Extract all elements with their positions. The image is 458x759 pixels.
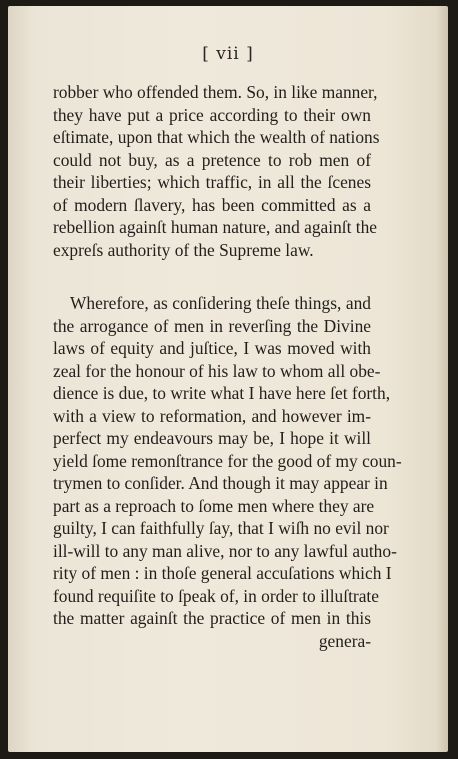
text-line: expreſs authority of the Supreme law. [53, 239, 314, 260]
text-line: their liberties; which traffic, in all the ſcenes [53, 172, 371, 192]
text-line: guilty, I can faithfully ſay, that I wiſh no evil nor [53, 518, 389, 538]
text-line: robber who offended them. So, in like manner, [53, 82, 378, 102]
text-line: zeal for the honour of his law to whom all obe- [53, 360, 381, 381]
text-line: found requiſite to ſpeak of, in order to illuſtrate [53, 585, 379, 606]
text-line: laws of equity and juſtice, I was moved with [53, 338, 371, 358]
text-line: rity of men : in thoſe general accuſations which I [53, 563, 392, 583]
text-line: dience is due, to write what I have here ſet forth, [53, 383, 391, 403]
book-page [8, 6, 448, 752]
text-line: trymen to conſider. And though it may appear in [53, 473, 388, 493]
text-line: part as a reproach to ſome men where they are [53, 495, 375, 516]
text-line: perfect my endeavours may be, I hope it will [53, 428, 371, 448]
text-line: of modern ſlavery, has been committed as a [53, 194, 371, 215]
text-line: eſtimate, upon that which the wealth of nations [53, 127, 380, 147]
text-line: could not buy, as a pretence to rob men of [53, 149, 371, 170]
text-line: the matter againſt the practice of men in this [53, 608, 371, 628]
text-line: the arrogance of men in reverſing the Divine [53, 315, 371, 336]
text-line: rebellion againſt human nature, and againſt the [53, 217, 378, 237]
paragraph-2 [53, 292, 402, 652]
text-line: Wherefore, as conſidering theſe things, and [70, 293, 371, 313]
catchword: genera- [318, 630, 371, 651]
page-number: [ vii ] [202, 44, 254, 64]
text-line: ill-will to any man alive, nor to any lawful autho- [53, 540, 397, 561]
text-line: with a view to reformation, and however im- [53, 405, 371, 426]
page-edge-shadow [436, 6, 448, 752]
text-line: they have put a price according to their own [53, 104, 371, 125]
text-line: yield ſome remonſtrance for the good of my coun- [53, 450, 402, 471]
paragraph-1 [53, 81, 380, 261]
